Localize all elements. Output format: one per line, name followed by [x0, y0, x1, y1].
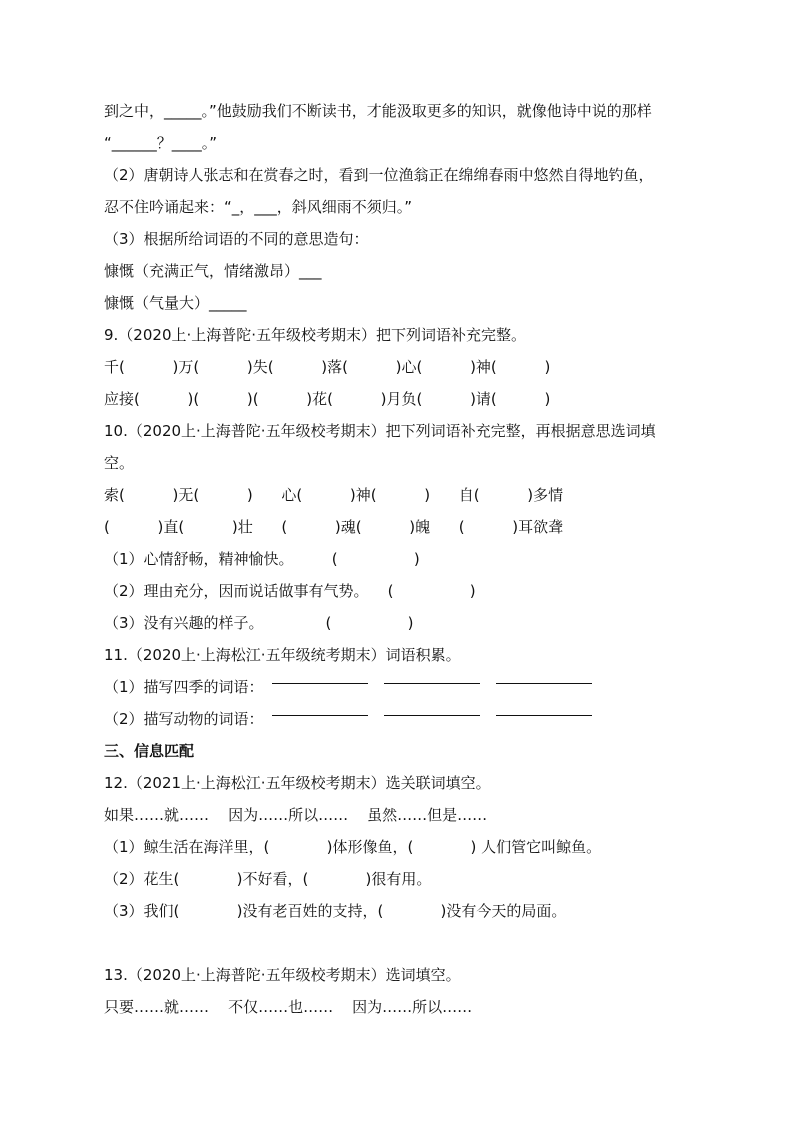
question-9-title: 9.（2020上·上海普陀·五年级校考期末）把下列词语补充完整。 [104, 326, 527, 344]
question-12-options: 如果……就…… 因为……所以…… 虽然……但是…… [104, 806, 488, 824]
question-10-title: 10.（2020上·上海普陀·五年级校考期末）把下列词语补充完整，再根据意思选词填 [104, 422, 656, 440]
text-line-6: 慷慨（充满正气，情绪激昂）___ [104, 262, 322, 280]
question-10-row-1: 索( )无( ) 心( )神( ) 自( )多情 [104, 486, 564, 504]
question-12-item-2: （2）花生( )不好看，( )很有用。 [104, 870, 432, 888]
question-9-row-2: 应接( )( )( )花( )月负( )请( ) [104, 390, 551, 408]
answer-blank[interactable] [384, 715, 480, 716]
text-line-7: 慷慨（气量大）_____ [104, 294, 247, 312]
text-line-1: 到之中，_____。”他鼓励我们不断读书，才能汲取更多的知识，就像他诗中说的那样 [104, 102, 652, 120]
answer-blank[interactable] [496, 715, 592, 716]
question-12-title: 12.（2021上·上海松江·五年级校考期末）选关联词填空。 [104, 774, 491, 792]
question-10-title-cont: 空。 [104, 454, 135, 472]
answer-blank[interactable] [272, 683, 368, 684]
question-11-item-2: （2）描写动物的词语： [104, 710, 264, 728]
question-10-item-2: （2）理由充分，因而说话做事有气势。 ( ) [104, 582, 476, 600]
question-12-item-3: （3）我们( )没有老百姓的支持，( )没有今天的局面。 [104, 902, 567, 920]
answer-blank[interactable] [384, 683, 480, 684]
question-11-item-1: （1）描写四季的词语： [104, 678, 264, 696]
question-11-title: 11.（2020上·上海松江·五年级统考期末）词语积累。 [104, 646, 461, 664]
text-line-4: 忍不住吟诵起来：“_，___，斜风细雨不须归。” [104, 198, 413, 216]
question-9-row-1: 千( )万( )失( )落( )心( )神( ) [104, 358, 551, 376]
text-line-5: （3）根据所给词语的不同的意思造句： [104, 230, 369, 248]
question-13-options: 只要……就…… 不仅……也…… 因为……所以…… [104, 998, 473, 1016]
question-10-item-1: （1）心情舒畅，精神愉快。 ( ) [104, 550, 420, 568]
answer-blank[interactable] [496, 683, 592, 684]
question-10-item-3: （3）没有兴趣的样子。 ( ) [104, 614, 414, 632]
text-line-2: “______？____。” [104, 134, 218, 152]
question-10-row-2: ( )直( )壮 ( )魂( )魄 ( )耳欲聋 [104, 518, 564, 536]
text-line-3: （2）唐朝诗人张志和在赏春之时，看到一位渔翁正在绵绵春雨中悠然自得地钓鱼， [104, 166, 654, 184]
question-12-item-1: （1）鲸生活在海洋里，( )体形像鱼，( ) 人们管它叫鲸鱼。 [104, 838, 602, 856]
question-13-title: 13.（2020上·上海普陀·五年级校考期末）选词填空。 [104, 966, 461, 984]
section-heading: 三、信息匹配 [104, 742, 195, 760]
answer-blank[interactable] [272, 715, 368, 716]
